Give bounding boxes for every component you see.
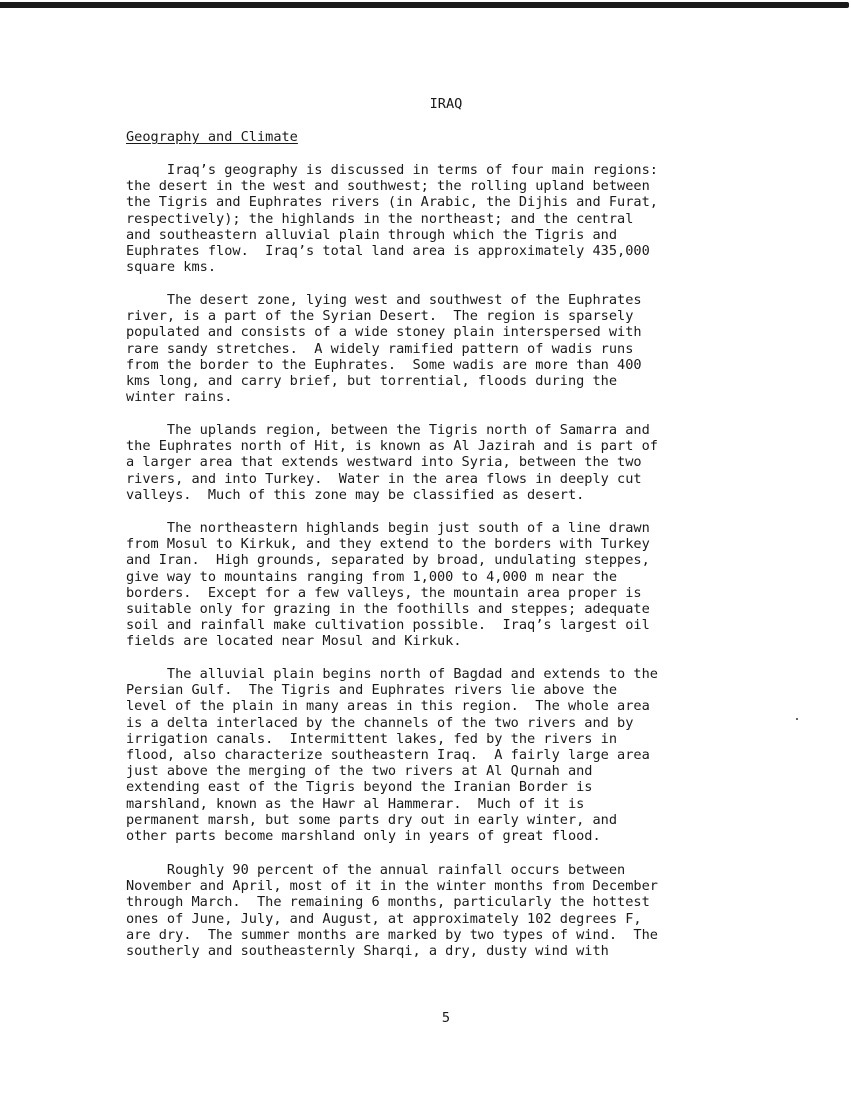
text-line: and southeastern alluvial plain through which the Tigris and (126, 226, 618, 243)
paragraph-geography-regions (126, 162, 786, 275)
text-line: southerly and southeasternly Sharqi, a dry, dusty wind with (126, 942, 609, 959)
text-line: respectively); the highlands in the northeast; and the central (126, 210, 634, 227)
text-line: permanent marsh, but some parts dry out in early winter, and (126, 811, 618, 828)
section-heading: Geography and Climate (126, 129, 298, 145)
text-line: other parts become marshland only in years of great flood. (126, 827, 601, 844)
text-line: The desert zone, lying west and southwest of the Euphrates (126, 292, 642, 308)
text-line: borders. Except for a few valleys, the mountain area proper is (126, 584, 642, 601)
text-line: marshland, known as the Hawr al Hammerar. Much of it is (126, 795, 585, 812)
text-line: suitable only for grazing in the foothills and steppes; adequate (126, 600, 650, 617)
text-line: irrigation canals. Intermittent lakes, fed by the rivers in (126, 730, 618, 747)
text-line: from Mosul to Kirkuk, and they extend to the borders with Turkey (126, 536, 650, 553)
text-line: fields are located near Mosul and Kirkuk. (126, 633, 462, 650)
text-line: extending east of the Tigris beyond the Iranian Border is (126, 779, 593, 796)
text-line: Iraq’s geography is discussed in terms of four main regions: (126, 162, 658, 178)
text-line: the desert in the west and southwest; the rolling upland between (126, 178, 650, 195)
text-line: populated and consists of a wide stoney plain interspersed with (126, 324, 642, 341)
paragraph-uplands-region (126, 422, 786, 503)
text-line: rare sandy stretches. A widely ramified pattern of wadis runs (126, 340, 634, 357)
text-line: river, is a part of the Syrian Desert. The region is sparsely (126, 308, 634, 325)
scan-speck (796, 718, 798, 720)
text-line: the Tigris and Euphrates rivers (in Arabic, the Dijhis and Furat, (126, 194, 658, 211)
text-line: The alluvial plain begins north of Bagdad and extends to the (126, 666, 658, 682)
text-line: ones of June, July, and August, at approximately 102 degrees F, (126, 910, 642, 927)
text-line: November and April, most of it in the winter months from December (126, 878, 658, 895)
text-line: are dry. The summer months are marked by two types of wind. The (126, 926, 658, 943)
text-line: rivers, and into Turkey. Water in the area flows in deeply cut (126, 470, 642, 487)
paragraph-desert-zone (126, 292, 786, 405)
text-line: valleys. Much of this zone may be classified as desert. (126, 486, 585, 503)
text-line: Euphrates flow. Iraq’s total land area is approximately 435,000 (126, 242, 650, 259)
text-line: winter rains. (126, 389, 233, 406)
text-line: kms long, and carry brief, but torrential, floods during the (126, 372, 618, 389)
text-line: give way to mountains ranging from 1,000 to 4,000 m near the (126, 568, 618, 585)
text-line: just above the merging of the two rivers at Al Qurnah and (126, 763, 593, 780)
paragraph-rainfall-climate (126, 862, 786, 959)
text-line: from the border to the Euphrates. Some wadis are more than 400 (126, 356, 642, 373)
text-line: flood, also characterize southeastern Iraq. A fairly large area (126, 746, 650, 763)
top-scan-border (0, 2, 849, 8)
text-line: The uplands region, between the Tigris north of Samarra and (126, 422, 650, 438)
paragraph-alluvial-plain (126, 666, 786, 844)
text-line: the Euphrates north of Hit, is known as Al Jazirah and is part of (126, 438, 658, 455)
text-line: level of the plain in many areas in this region. The whole area (126, 698, 650, 715)
text-line: The northeastern highlands begin just south of a line drawn (126, 520, 650, 536)
text-line: and Iran. High grounds, separated by broad, undulating steppes, (126, 552, 650, 569)
text-line: is a delta interlaced by the channels of the two rivers and by (126, 714, 634, 731)
paragraph-northeastern-highlands (126, 520, 786, 650)
page-title: IRAQ (429, 96, 463, 112)
text-line: soil and rainfall make cultivation possible. Iraq’s largest oil (126, 617, 650, 634)
text-line: Roughly 90 percent of the annual rainfall occurs between (126, 862, 626, 878)
text-line: Persian Gulf. The Tigris and Euphrates rivers lie above the (126, 682, 618, 699)
text-line: square kms. (126, 259, 217, 276)
text-line: through March. The remaining 6 months, particularly the hottest (126, 894, 650, 911)
page-number: 5 (441, 1010, 451, 1026)
text-line: a larger area that extends westward into Syria, between the two (126, 454, 642, 471)
